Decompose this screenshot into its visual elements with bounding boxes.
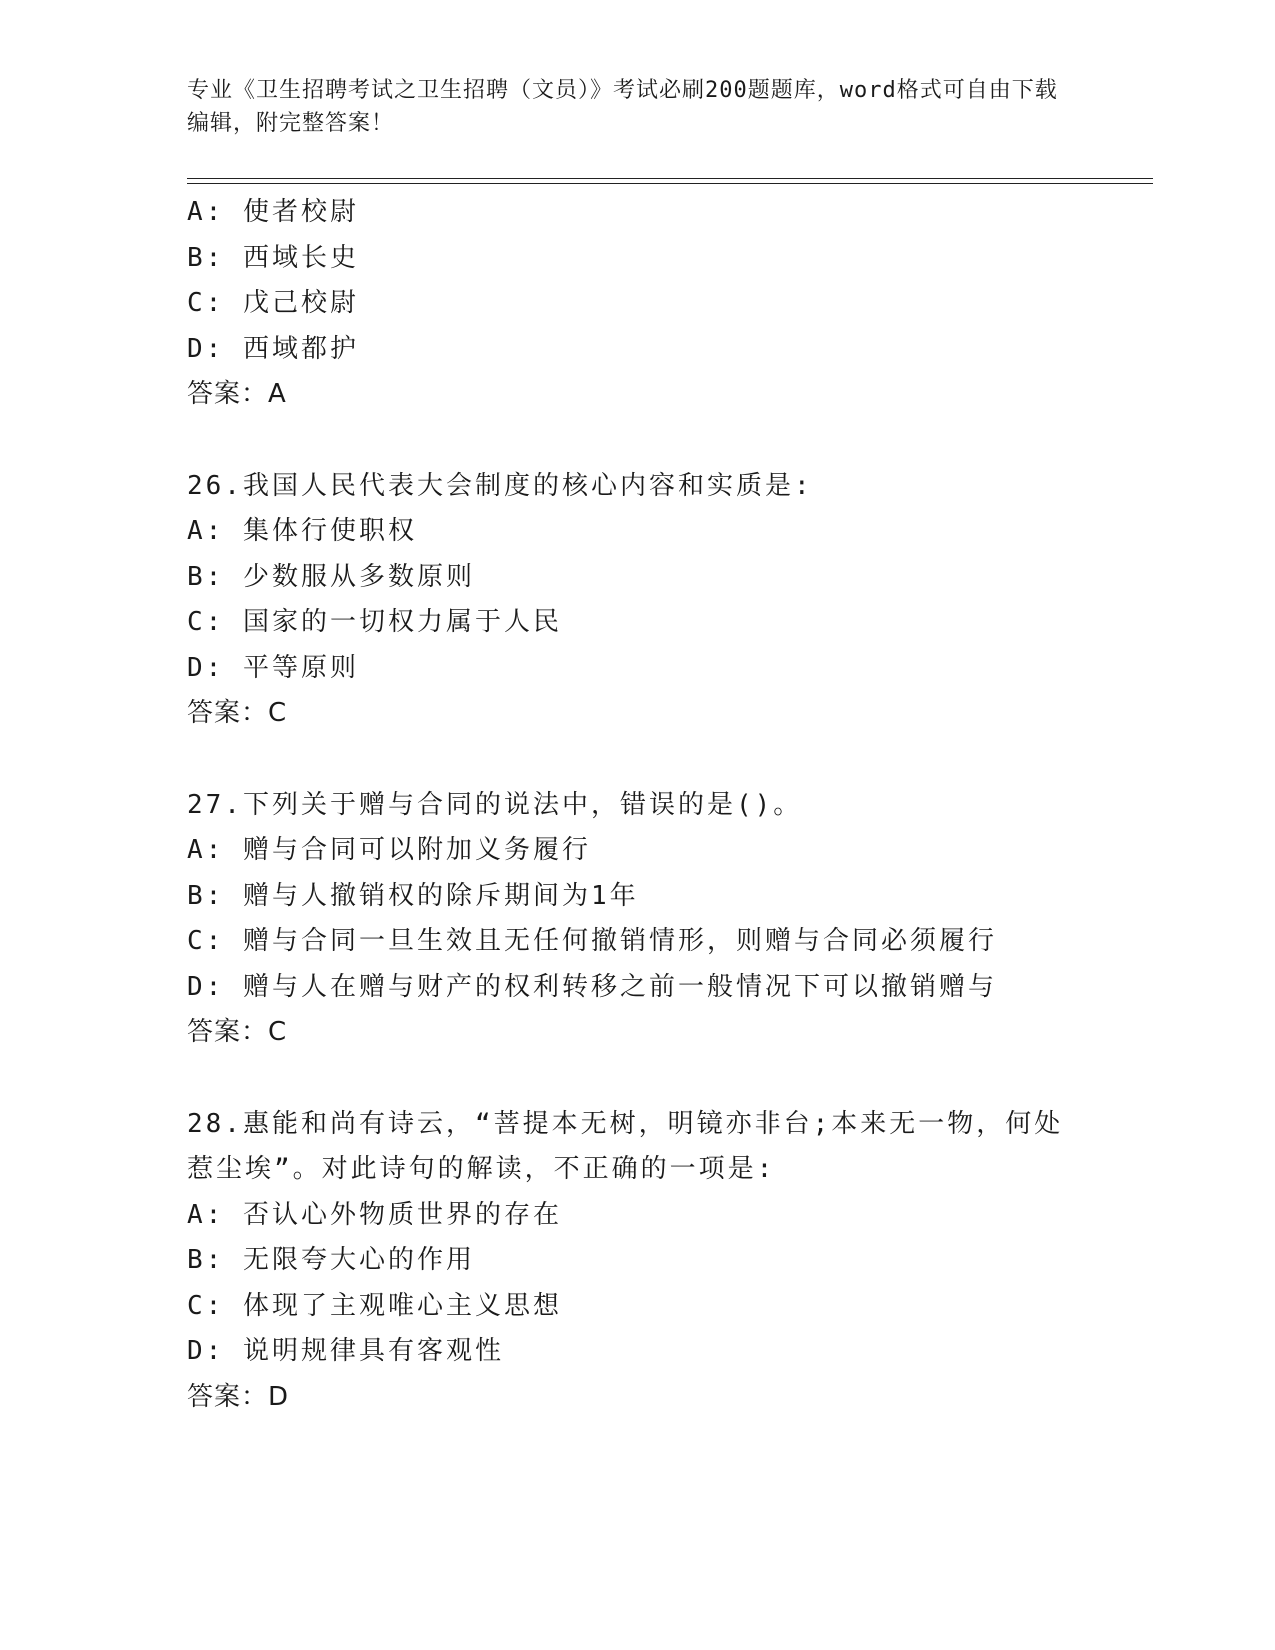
option-a: A: 使者校尉: [187, 197, 359, 227]
question-spacer: [187, 737, 1147, 783]
option-c: C: 国家的一切权力属于人民: [187, 607, 562, 637]
question-28: [187, 1102, 1147, 1421]
question-spacer: [187, 1056, 1147, 1102]
option-c: C: 体现了主观唯心主义思想: [187, 1290, 562, 1321]
question-27: [187, 783, 1147, 1056]
question-list: [187, 190, 1147, 1420]
option-b: B: 无限夸大心的作用: [187, 1245, 475, 1275]
option-a: A: 否认心外物质世界的存在: [187, 1199, 562, 1230]
answer: 答案：C: [187, 698, 288, 728]
header-divider-top: [187, 178, 1153, 179]
document-header: 专业《卫生招聘考试之卫生招聘（文员）》考试必刷200题题库，word格式可自由下载编辑，附完整答案！: [187, 78, 1058, 136]
option-d: D: 西域都护: [187, 333, 359, 364]
question-26: [187, 464, 1147, 737]
option-a: A: 赠与合同可以附加义务履行: [187, 835, 591, 865]
answer: 答案：D: [187, 1381, 290, 1412]
option-b: B: 赠与人撤销权的除斥期间为1年: [187, 880, 639, 911]
question-text: 28.惠能和尚有诗云，“菩提本无树，明镜亦非台;本来无一物，何处惹尘埃”。对此诗句的解读，不正确的一项是:: [187, 1108, 1064, 1184]
option-c: C: 赠与合同一旦生效且无任何撤销情形，则赠与合同必须履行: [187, 926, 997, 956]
option-c: C: 戊己校尉: [187, 288, 359, 318]
question-spacer: [187, 418, 1147, 464]
option-b: B: 少数服从多数原则: [187, 561, 475, 592]
header-divider-bottom: [187, 183, 1153, 184]
question-text: 26.我国人民代表大会制度的核心内容和实质是:: [187, 470, 813, 501]
question-text: 27.下列关于赠与合同的说法中，错误的是()。: [187, 789, 803, 820]
option-d: D: 平等原则: [187, 652, 359, 683]
option-d: D: 说明规律具有客观性: [187, 1336, 504, 1366]
option-a: A: 集体行使职权: [187, 516, 417, 546]
question-25: [187, 190, 1147, 418]
option-d: D: 赠与人在赠与财产的权利转移之前一般情况下可以撤销赠与: [187, 971, 997, 1002]
option-b: B: 西域长史: [187, 242, 359, 273]
answer: 答案：A: [187, 379, 287, 409]
answer: 答案：C: [187, 1017, 288, 1047]
